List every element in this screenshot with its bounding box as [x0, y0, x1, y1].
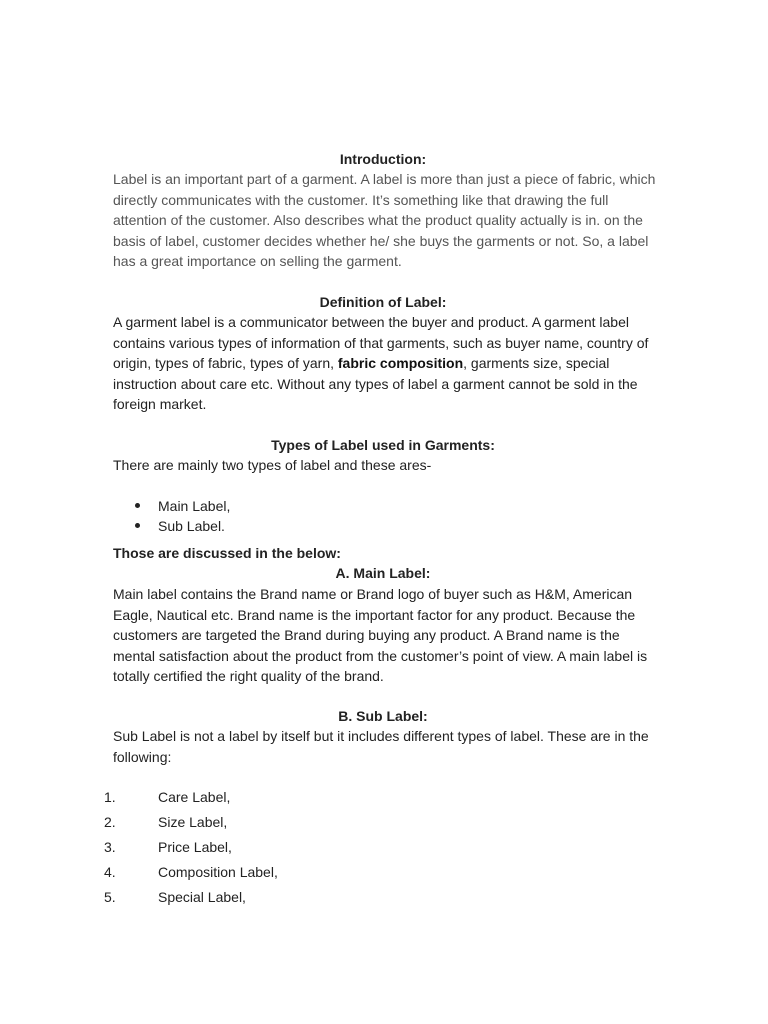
sub-label-heading: B. Sub Label:: [338, 708, 428, 724]
list-number: 2.: [104, 814, 116, 830]
bullet-dot-icon: [135, 523, 140, 528]
list-number: 1.: [104, 789, 116, 805]
list-label: Size Label,: [158, 814, 228, 830]
list-item: [0, 888, 768, 906]
bullet-dot-icon: [135, 503, 140, 508]
list-item: [0, 838, 768, 856]
bullet-label: Main Label,: [158, 498, 231, 514]
list-label: Care Label,: [158, 789, 231, 805]
types-intro-text: There are mainly two types of label and these ares-: [113, 457, 432, 473]
definition-text-start: A garment label is a communicator between the buyer and product. A garment label contains various types of information of that garments, such as buyer name, country of origin, types of fabric, types of yarn,: [113, 314, 649, 372]
list-number: 5.: [104, 889, 116, 905]
list-item: [0, 813, 768, 831]
definition-text-end: , garments size, special instruction about care etc. Without any types of label a garment cannot be sold in the foreign market.: [113, 355, 638, 413]
main-label-heading: A. Main Label:: [335, 565, 431, 581]
introduction-paragraph: Label is an important part of a garment. A label is more than just a piece of fabric, which directly communicates with the customer. It’s something like that drawing the full attention of the customer. Also describes what the product quality actually is in. on the basis of label, customer decides whether he/ she buys the garments or not. So, a label has a great importance on selling the garment.: [113, 171, 656, 270]
list-item: [0, 863, 768, 881]
definition-paragraph: [113, 312, 658, 415]
list-label: Price Label,: [158, 839, 232, 855]
list-item: [0, 788, 768, 806]
discussed-heading: Those are discussed in the below:: [113, 545, 341, 561]
list-number: 4.: [104, 864, 116, 880]
definition-heading: Definition of Label:: [319, 294, 447, 310]
types-heading: Types of Label used in Garments:: [271, 437, 495, 453]
introduction-heading: Introduction:: [339, 151, 427, 167]
sub-label-paragraph: Sub Label is not a label by itself but it includes different types of label. These are in the following:: [113, 728, 649, 765]
fabric-composition-term: fabric composition: [337, 355, 464, 372]
list-number: 3.: [104, 839, 116, 855]
main-label-paragraph: Main label contains the Brand name or Brand logo of buyer such as H&M, American Eagle, Nautical etc. Brand name is the important factor for any product. Because the customers are targeted the Brand during buying any product. A Brand name is the mental satisfaction about the product from the customer’s point of view. A main label is totally certified the right quality of the brand.: [113, 586, 648, 685]
list-label: Special Label,: [158, 889, 246, 905]
bullet-label: Sub Label.: [158, 518, 225, 534]
list-label: Composition Label,: [158, 864, 278, 880]
